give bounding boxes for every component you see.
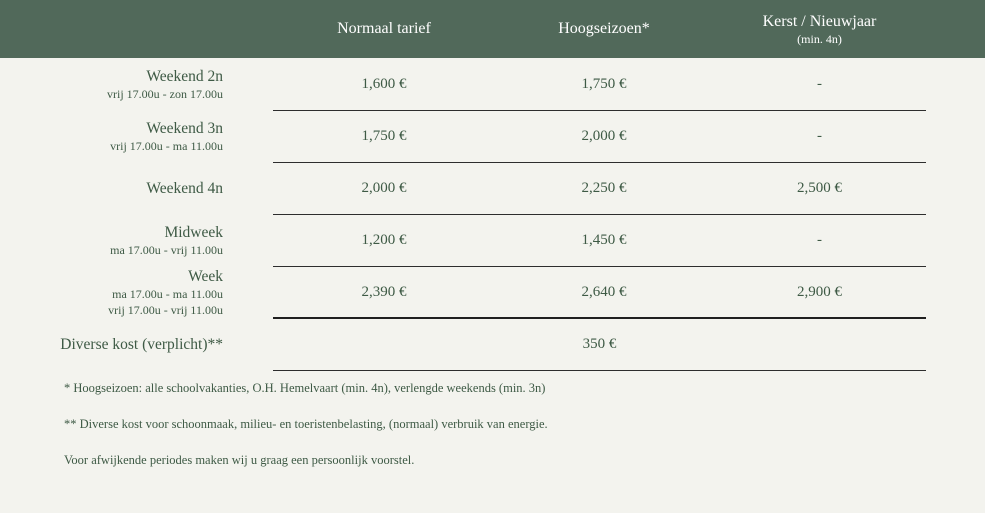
price-hoogseizoen: 2,000 €: [581, 128, 627, 144]
price-normaal: 2,000 €: [361, 180, 407, 196]
row-label: Weekend 4n: [146, 180, 223, 197]
table-row: [0, 267, 985, 318]
row-label: Diverse kost (verplicht)**: [60, 336, 223, 353]
price-hoogseizoen: 1,450 €: [581, 232, 627, 248]
price-hoogseizoen: 1,750 €: [581, 75, 627, 92]
price-normaal: 1,200 €: [361, 232, 407, 248]
table-header: [0, 0, 985, 58]
price-normaal: 1,750 €: [361, 128, 407, 144]
footnote-diverse-kost: ** Diverse kost voor schoonmaak, milieu- en toeristenbelasting, (normaal) verbruik van energie.: [64, 417, 548, 431]
extra-cost-value: 350 €: [582, 336, 617, 352]
footnote-hoogseizoen: * Hoogseizoen: alle schoolvakanties, O.H. Hemelvaart (min. 4n), verlengde weekends (min. 3n): [64, 381, 546, 395]
header-hoogseizoen: Hoogseizoen*: [558, 20, 650, 37]
row-divider: [273, 370, 926, 371]
row-label: Weekend 2n vrij 17.00u - zon 17.00u: [107, 67, 223, 101]
price-hoogseizoen: 2,640 €: [581, 284, 627, 300]
table-row: [0, 163, 985, 214]
price-kerst: -: [817, 232, 822, 248]
header-normaal-tarief: Normaal tarief: [337, 20, 431, 37]
row-label: Midweek ma 17.00u - vrij 11.00u: [110, 224, 223, 257]
header-kerst-nieuwjaar: Kerst / Nieuwjaar (min. 4n): [762, 13, 877, 46]
price-kerst: -: [817, 128, 822, 144]
table-row: [0, 111, 985, 162]
extra-cost-row: [0, 319, 985, 370]
price-kerst: 2,900 €: [797, 284, 842, 300]
table-row: [0, 215, 985, 266]
row-label: Weekend 3n vrij 17.00u - ma 11.00u: [110, 120, 223, 153]
row-label: Week ma 17.00u - ma 11.00u vrij 17.00u - vrij 11.00u: [108, 268, 223, 317]
price-kerst: -: [817, 75, 822, 92]
price-kerst: 2,500 €: [797, 180, 842, 196]
table-row: [0, 58, 985, 110]
price-normaal: 1,600 €: [361, 75, 407, 92]
note-afwijkende-periodes: Voor afwijkende periodes maken wij u graag een persoonlijk voorstel.: [64, 453, 415, 467]
price-normaal: 2,390 €: [361, 284, 407, 300]
price-hoogseizoen: 2,250 €: [581, 180, 627, 196]
